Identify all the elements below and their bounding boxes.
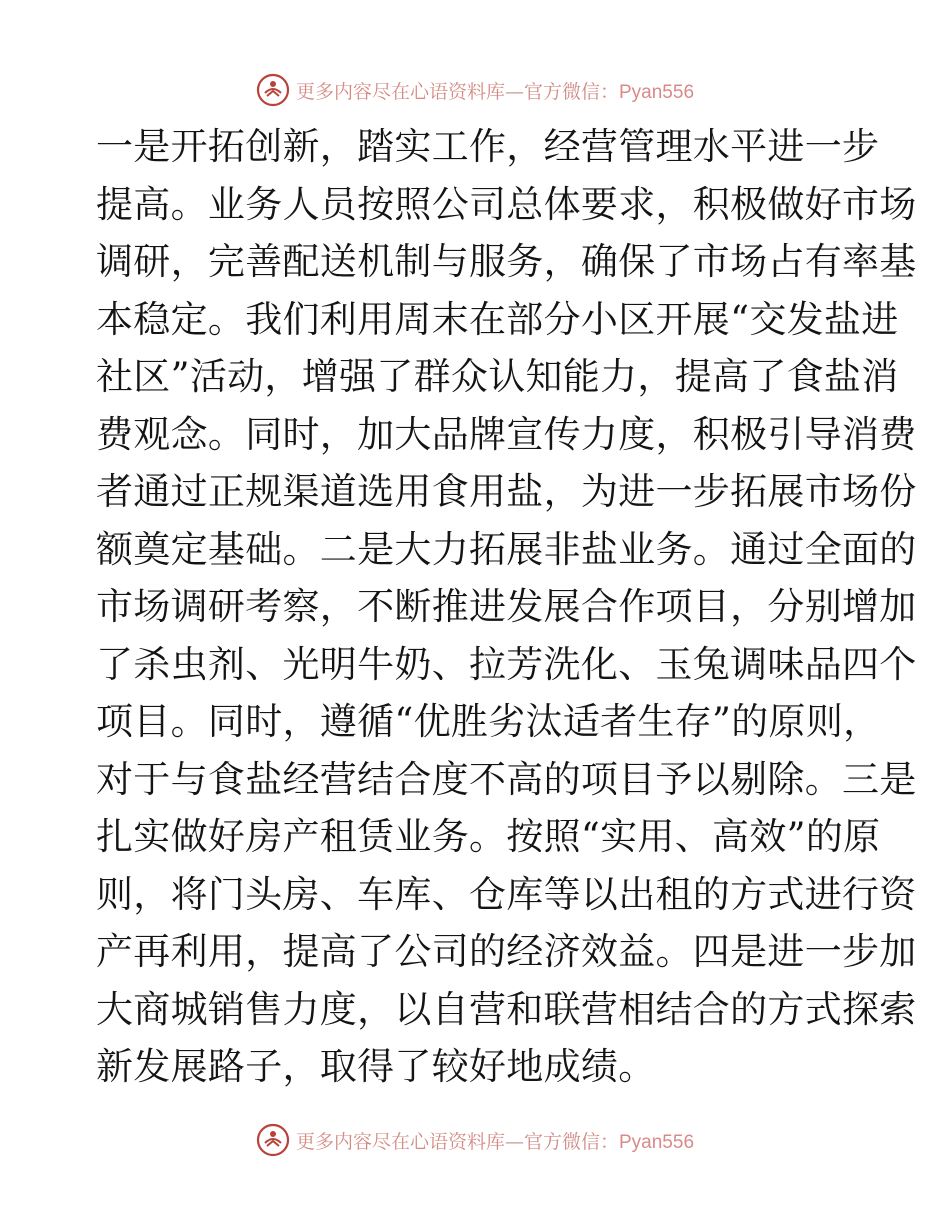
header-dash: — [504,80,524,103]
body-line: 社区”活动，增强了群众认知能力，提高了食盐消 [96,355,899,398]
footer-dash: — [504,1130,524,1153]
body-line: 项目。同时，遵循“优胜劣汰适者生存”的原则， [96,700,881,743]
footer-wechat-label: 官方微信： [523,1130,619,1153]
red-seal-book-icon [256,73,290,107]
footer-banner [0,1120,950,1160]
body-line: 大商城销售力度，以自营和联营相结合的方式探索 [96,987,917,1031]
body-line: 者通过正规渠道选用食用盐，为进一步拓展市场份 [96,470,917,513]
body-line: 则，将门头房、车库、仓库等以出租的方式进行资 [96,872,917,916]
header-wechat-id: Pyan556 [619,81,695,103]
red-seal-book-icon [256,1123,290,1157]
header-brand: 更多内容尽在心语资料库 [295,80,505,103]
body-line: 调研，完善配送机制与服务，确保了市场占有率基 [96,240,917,283]
body-line: 对于与食盐经营结合度不高的项目予以剔除。三是 [96,757,917,801]
header-banner [0,70,950,110]
body-line: 额奠定基础。二是大力拓展非盐业务。通过全面的 [96,527,917,571]
footer-brand: 更多内容尽在心语资料库 [295,1130,505,1153]
footer-wechat-id: Pyan556 [619,1131,695,1153]
body-line: 本稳定。我们利用周末在部分小区开展“交发盐进 [96,297,899,341]
body-line: 了杀虫剂、光明牛奶、拉芳洗化、玉兔调味品四个 [96,642,917,686]
body-line: 提高。业务人员按照公司总体要求，积极做好市场 [96,182,917,226]
header-banner-text [296,77,694,104]
document-body [96,118,917,1096]
body-line: 费观念。同时，加大品牌宣传力度，积极引导消费 [96,412,917,456]
header-wechat-label: 官方微信： [523,80,619,103]
body-line: 市场调研考察，不断推进发展合作项目，分别增加 [96,585,917,628]
body-line: 一是开拓创新，踏实工作，经营管理水平进一步 [96,125,880,168]
body-line: 新发展路子，取得了较好地成绩。 [96,1045,656,1088]
footer-banner-text [296,1127,694,1154]
body-line: 产再利用，提高了公司的经济效益。四是进一步加 [96,930,917,973]
body-line: 扎实做好房产租赁业务。按照“实用、高效”的原 [96,815,881,858]
